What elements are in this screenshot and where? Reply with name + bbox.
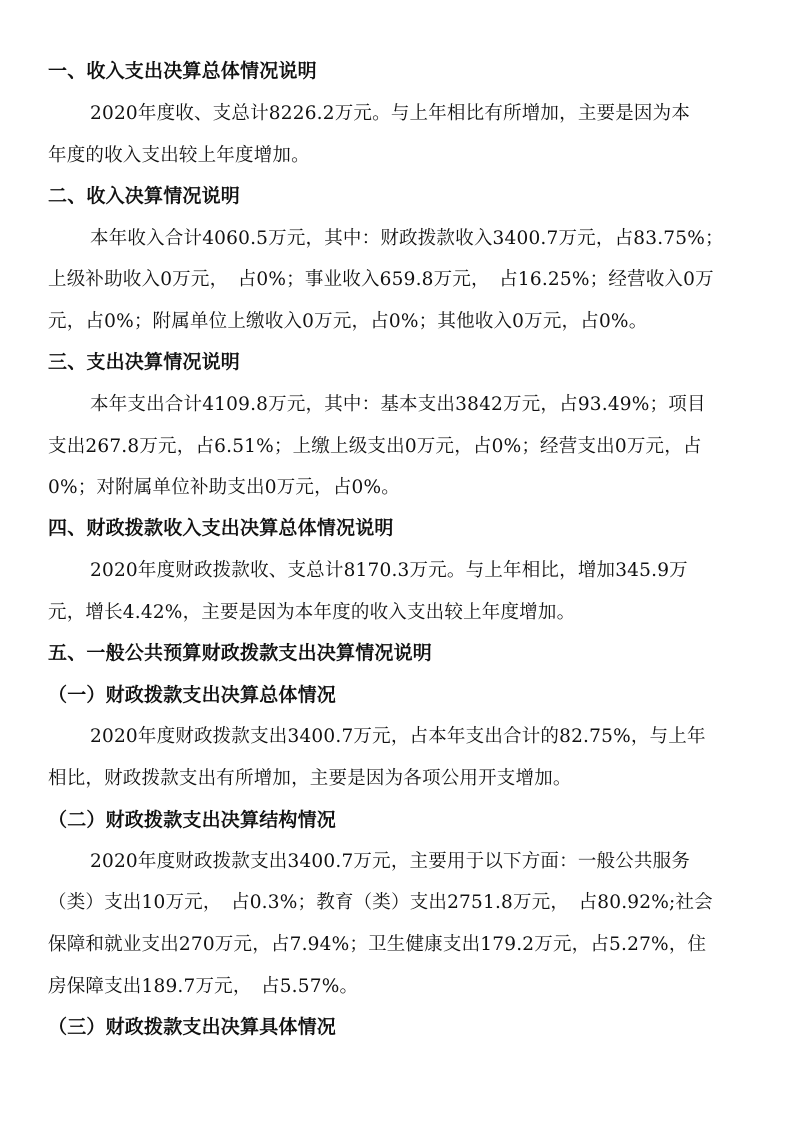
section-1-heading: 一、收入支出决算总体情况说明 (48, 60, 317, 82)
section-2-heading: 二、收入决算情况说明 (48, 185, 241, 207)
section-4-heading: 四、财政拨款收入支出决算总体情况说明 (48, 517, 394, 539)
section-3-heading: 三、支出决算情况说明 (48, 351, 241, 373)
section-2-line-1: 本年收入合计4060.5万元，其中：财政拨款收入3400.7万元，占83.75%； (90, 228, 724, 249)
section-5-sub-2-line-2: （类）支出10万元， 占0.3%；教育（类）支出2751.8万元， 占80.92%;社会 (48, 892, 713, 913)
section-2-line-2: 上级补助收入0万元， 占0%；事业收入659.8万元， 占16.25%；经营收入0万 (48, 269, 714, 290)
section-5-heading: 五、一般公共预算财政拨款支出决算情况说明 (48, 642, 433, 664)
section-1-line-2: 年度的收入支出较上年度增加。 (48, 145, 310, 166)
section-3-line-2: 支出267.8万元，占6.51%；上缴上级支出0万元，占0%；经营支出0万元，占 (48, 436, 702, 457)
section-3-line-1: 本年支出合计4109.8万元，其中：基本支出3842万元，占93.49%；项目 (90, 394, 706, 415)
section-5-sub-1-heading: （一）财政拨款支出决算总体情况 (48, 684, 337, 706)
section-5-sub-1-line-1: 2020年度财政拨款支出3400.7万元，占本年支出合计的82.75%，与上年 (90, 726, 706, 747)
section-5-sub-2-line-4: 房保障支出189.7万元， 占5.57%。 (48, 976, 359, 997)
section-3-line-3: 0%；对附属单位补助支出0万元，占0%。 (48, 477, 400, 498)
section-2-line-3: 元，占0%；附属单位上缴收入0万元，占0%；其他收入0万元，占0%。 (48, 311, 648, 332)
section-5-sub-2-line-3: 保障和就业支出270万元，占7.94%；卫生健康支出179.2万元，占5.27%，住 (48, 934, 707, 955)
section-5-sub-2-line-1: 2020年度财政拨款支出3400.7万元，主要用于以下方面：一般公共服务 (90, 851, 691, 872)
section-4-line-2: 元，增长4.42%，主要是因为本年度的收入支出较上年度增加。 (48, 602, 576, 623)
section-1-line-1: 2020年度收、支总计8226.2万元。与上年相比有所增加，主要是因为本 (90, 103, 691, 124)
section-5-sub-2-heading: （二）财政拨款支出决算结构情况 (48, 809, 337, 831)
section-5-sub-1-line-2: 相比，财政拨款支出有所增加，主要是因为各项公用开支增加。 (48, 768, 572, 789)
section-5-sub-3-heading: （三）财政拨款支出决算具体情况 (48, 1016, 337, 1038)
section-4-line-1: 2020年度财政拨款收、支总计8170.3万元。与上年相比，增加345.9万 (90, 560, 688, 581)
